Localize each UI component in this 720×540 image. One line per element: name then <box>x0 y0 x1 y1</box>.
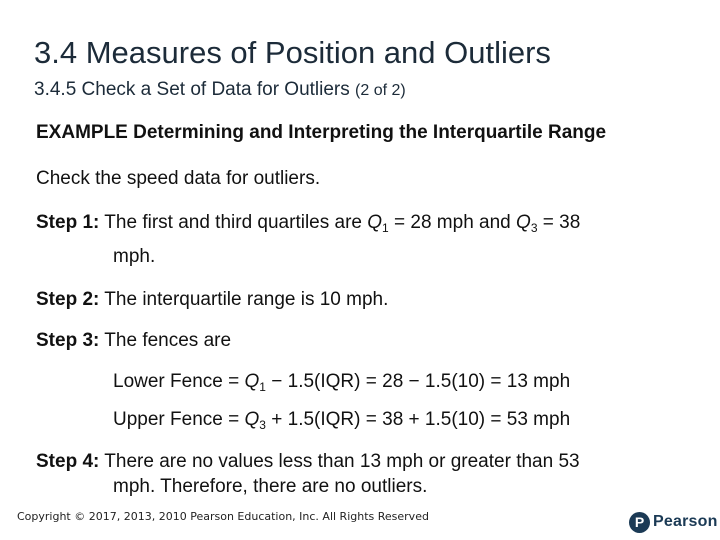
step-4-label: Step 4: <box>36 451 100 472</box>
step-2-label: Step 2: <box>36 289 100 310</box>
lower-fence-subscript: 1 <box>259 380 266 394</box>
pearson-p-icon: P <box>629 512 650 533</box>
step-1-continued: mph. <box>113 246 156 267</box>
step-4-text: There are no values less than 13 mph or greater than 53 <box>99 451 580 472</box>
lower-fence-prefix: Lower Fence = <box>113 371 245 392</box>
step-4 <box>36 451 580 473</box>
step-3-label: Step 3: <box>36 330 100 351</box>
pearson-logo <box>629 511 718 533</box>
q1-subscript: 1 <box>382 221 389 235</box>
q-symbol: Q <box>244 371 260 392</box>
step-1 <box>36 212 580 234</box>
upper-fence-equation <box>113 409 570 431</box>
step-2-text: The interquartile range is 10 mph. <box>99 289 389 310</box>
lower-fence-equation <box>113 371 570 393</box>
lower-fence-rest: − 1.5(IQR) = 28 − 1.5(10) = 13 mph <box>265 371 571 392</box>
example-heading: EXAMPLE Determining and Interpreting the Interquartile Range <box>36 122 607 143</box>
pearson-wordmark: Pearson <box>653 513 718 530</box>
subtitle-text: 3.4.5 Check a Set of Data for Outliers <box>34 79 350 100</box>
step-1-text-b: = 28 mph and <box>388 212 517 233</box>
subtitle-page: (2 of 2) <box>355 82 406 99</box>
q-symbol: Q <box>367 212 383 233</box>
intro-text: Check the speed data for outliers. <box>36 168 321 189</box>
step-1-text-a: The first and third quartiles are <box>99 212 368 233</box>
step-4-continued: mph. Therefore, there are no outliers. <box>113 476 428 497</box>
slide-subtitle <box>34 79 406 101</box>
step-3 <box>36 330 231 352</box>
q-symbol: Q <box>244 409 260 430</box>
upper-fence-subscript: 3 <box>259 418 266 432</box>
q3-subscript: 3 <box>530 221 538 235</box>
slide-title: 3.4 Measures of Position and Outliers <box>34 35 551 70</box>
step-1-text-c: = 38 <box>537 212 581 233</box>
step-2 <box>36 289 388 311</box>
upper-fence-prefix: Upper Fence = <box>113 409 245 430</box>
q-symbol: Q <box>516 212 531 233</box>
step-1-label: Step 1: <box>36 212 100 233</box>
upper-fence-rest: + 1.5(IQR) = 38 + 1.5(10) = 53 mph <box>265 409 571 430</box>
copyright-notice: Copyright © 2017, 2013, 2010 Pearson Education, Inc. All Rights Reserved <box>17 510 429 523</box>
step-3-text: The fences are <box>99 330 232 351</box>
